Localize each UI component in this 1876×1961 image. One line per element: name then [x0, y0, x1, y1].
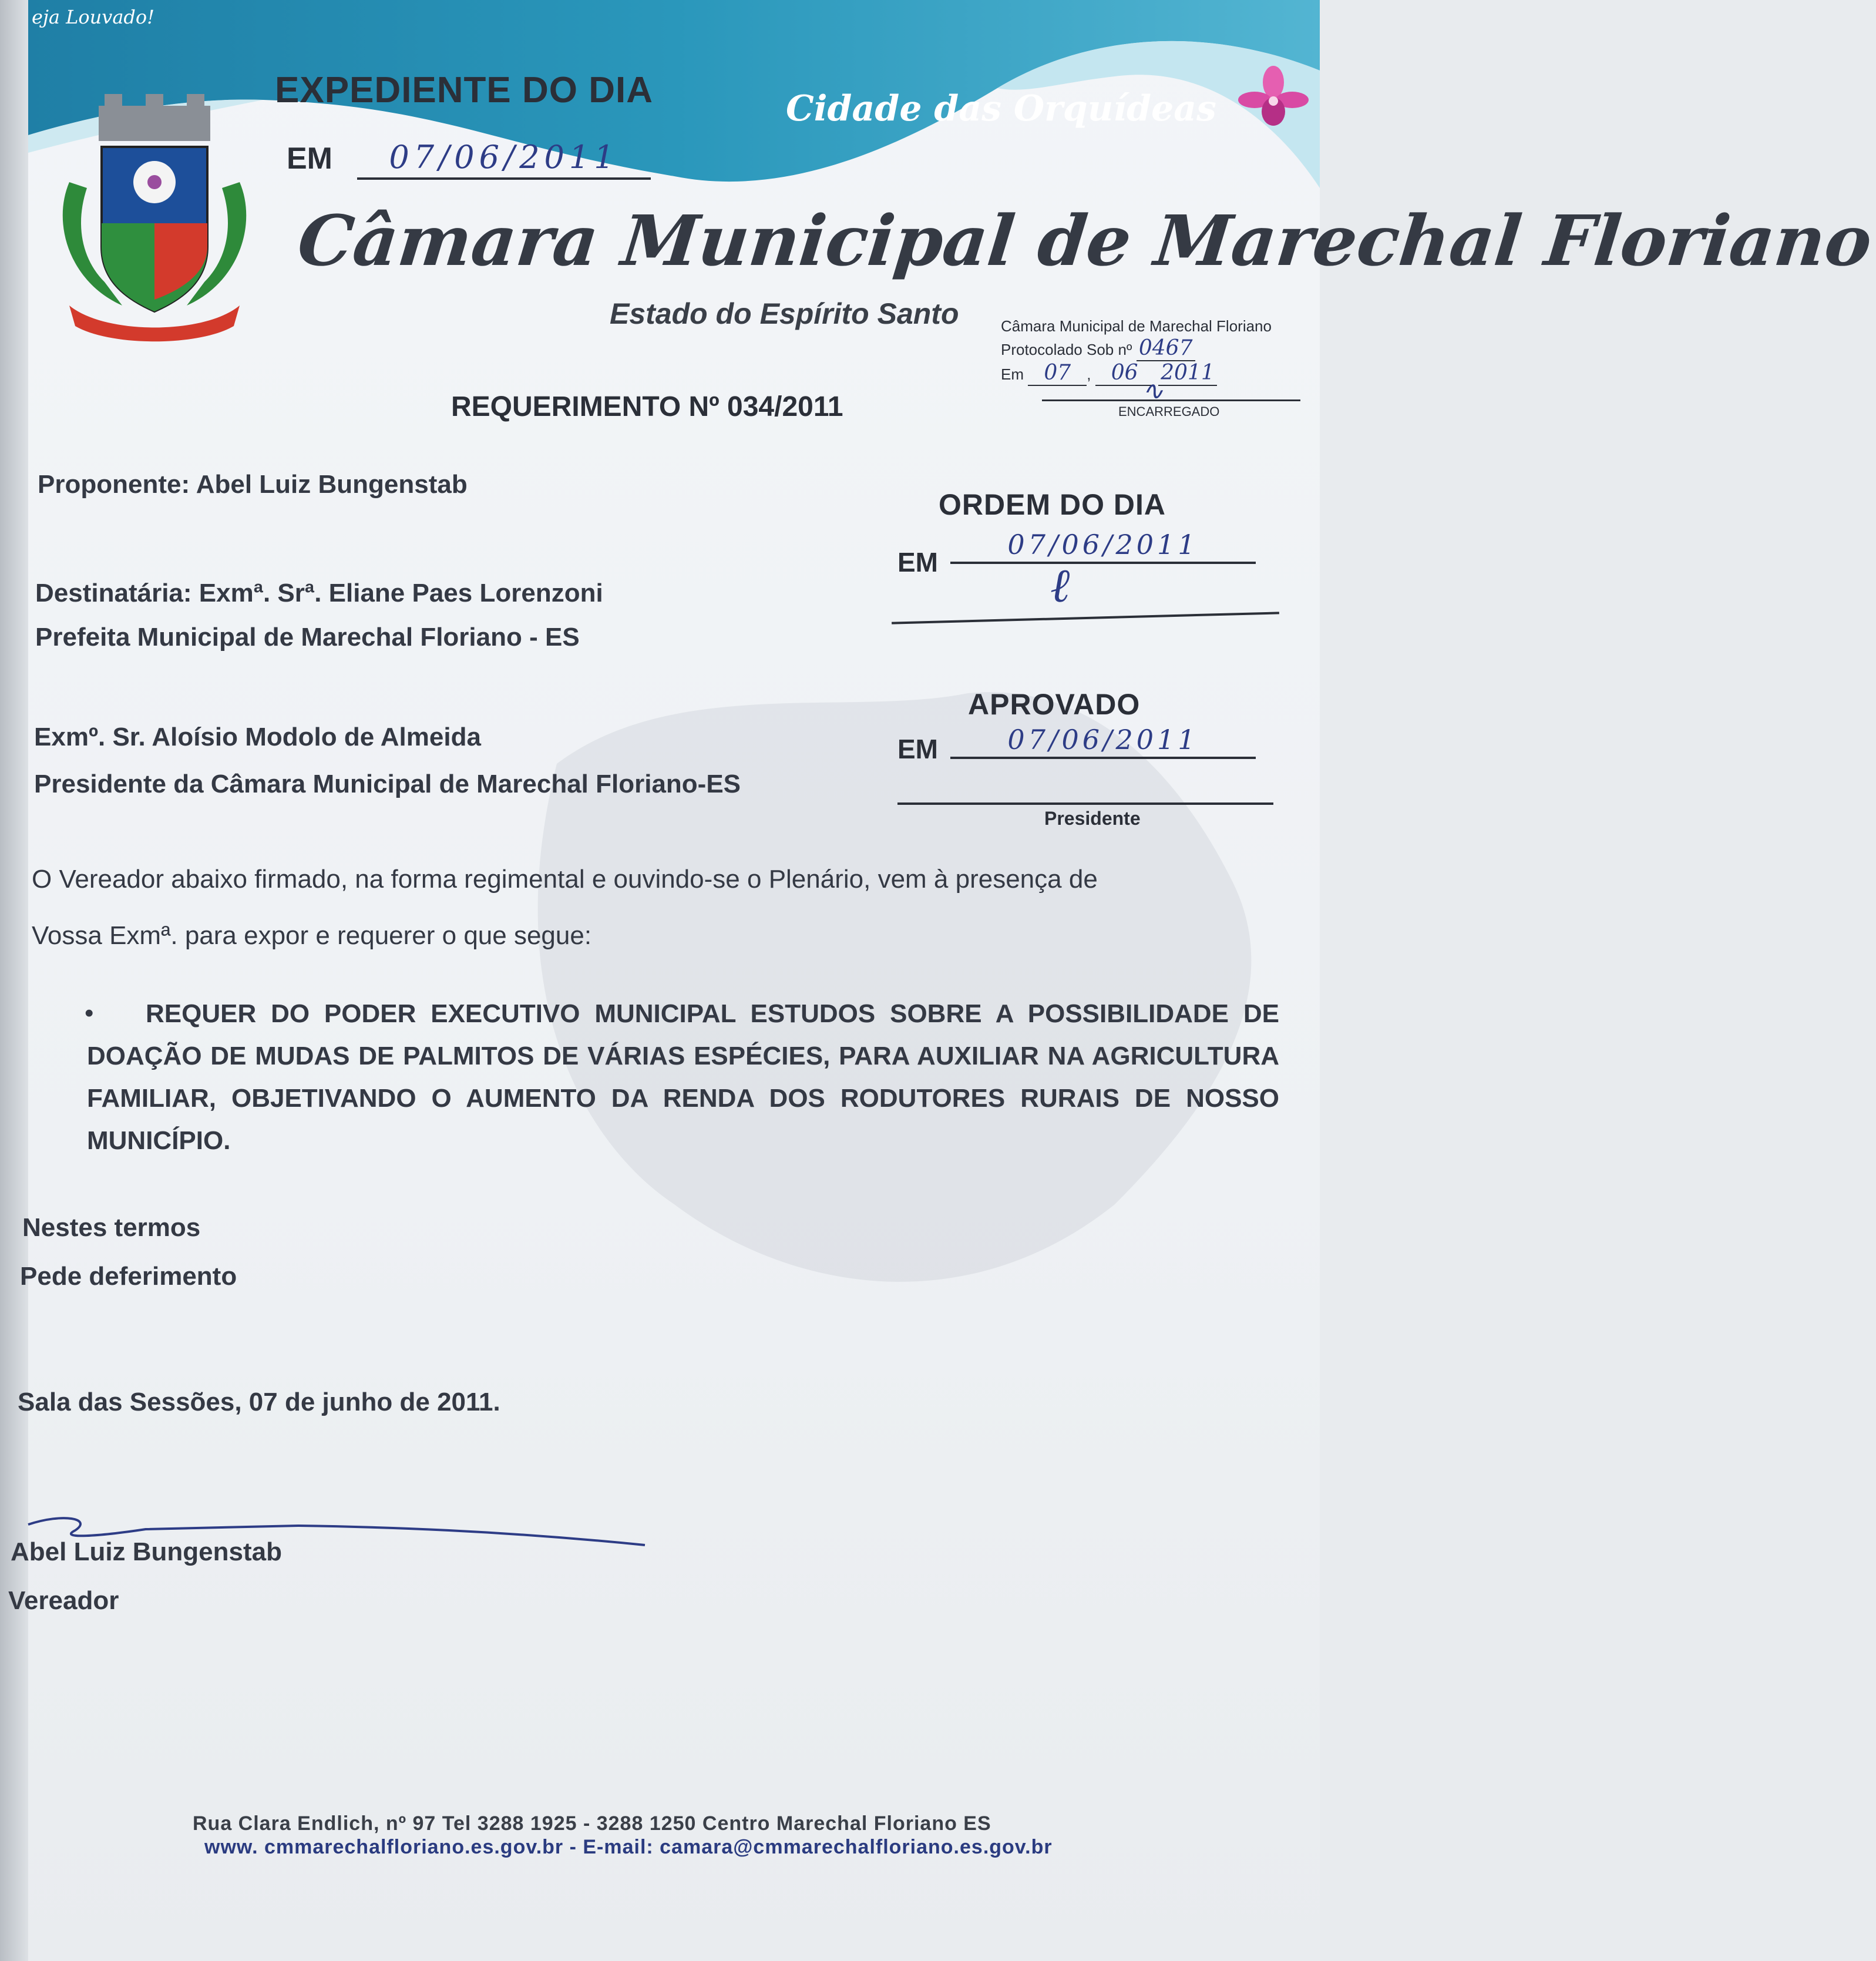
expediente-em-label: EM: [287, 142, 332, 176]
signer-name: Abel Luiz Bungenstab: [11, 1537, 282, 1566]
aprovado-role: Presidente: [1044, 808, 1141, 829]
stamp-institution: Câmara Municipal de Marechal Floriano: [1001, 317, 1272, 335]
presidente-camara-line: Presidente da Câmara Municipal de Marechal Floriano-ES: [34, 770, 741, 798]
destinataria-line: Destinatária: Exmª. Srª. Eliane Paes Lorenzoni: [35, 579, 603, 607]
footer-web: www. cmmarechalfloriano.es.gov.br - E-mail: camara@cmmarechalfloriano.es.gov.br: [204, 1836, 1053, 1858]
ordem-do-dia-date: 07/06/2011: [950, 529, 1256, 564]
stamp-protocol-number: 0467: [1137, 336, 1195, 361]
stamp-signature-line: [1042, 399, 1300, 401]
stamp-date-month: 06: [1095, 361, 1154, 386]
stamp-protocol-line: [1001, 336, 1195, 361]
document-page: [8, 0, 1876, 1961]
ordem-do-dia-em-label: EM: [897, 547, 938, 577]
ordem-do-dia-signature: ℓ: [1050, 558, 1070, 613]
stamp-signature: ∿: [1142, 376, 1164, 406]
proponente-line: Proponente: Abel Luiz Bungenstab: [38, 470, 468, 499]
stamp-em-label: Em: [1001, 365, 1024, 383]
orchid-icon: [1238, 65, 1309, 141]
exmo-line: Exmº. Sr. Aloísio Modolo de Almeida: [34, 723, 481, 751]
top-script-text: eja Louvado!: [32, 6, 154, 28]
stamp-encarregado: ENCARREGADO: [1118, 404, 1220, 419]
aprovado-title: APROVADO: [968, 688, 1141, 721]
ordem-do-dia-title: ORDEM DO DIA: [939, 488, 1166, 521]
request-text: REQUER DO PODER EXECUTIVO MUNICIPAL ESTUDOS SOBRE A POSSIBILIDADE DE DOAÇÃO DE MUDAS DE PALMITOS DE VÁRIAS ESPÉCIES, PARA AUXILIAR NA AGRICULTURA FAMILIAR, OBJETIVANDO O AUMENTO DA RENDA DOS RODUTORES RURAIS DE NOSSO MUNICÍPIO.: [87, 999, 1279, 1155]
footer-address: Rua Clara Endlich, nº 97 Tel 3288 1925 - 3288 1250 Centro Marechal Floriano ES: [193, 1812, 991, 1835]
signer-role: Vereador: [8, 1586, 119, 1615]
protocol-stamp: [1001, 317, 1306, 441]
stamp-date-day: 07: [1028, 361, 1087, 386]
intro-line-1: O Vereador abaixo firmado, na forma regimental e ouvindo-se o Plenário, vem à presença de: [32, 865, 1098, 894]
document-title: REQUERIMENTO Nº 034/2011: [451, 391, 843, 422]
institution-title: Câmara Municipal de Marechal Floriano: [294, 200, 1876, 281]
bullet-icon: •: [85, 999, 94, 1027]
expediente-date: 07/06/2011: [357, 139, 651, 180]
municipal-crest-icon: [34, 94, 275, 341]
stamp-protocol-label: Protocolado Sob nº: [1001, 341, 1132, 358]
nestes-termos: Nestes termos: [22, 1213, 201, 1242]
aprovado-em-label: EM: [897, 734, 938, 764]
aprovado-signature-line: [897, 802, 1273, 805]
band-slogan: Cidade das Orquídeas: [786, 88, 1216, 129]
state-subtitle: Estado do Espírito Santo: [610, 297, 959, 330]
stamp-date-line: Em 07 , 06 2011: [1001, 361, 1217, 386]
sala-das-sessoes: Sala das Sessões, 07 de junho de 2011.: [18, 1388, 500, 1416]
prefeita-line: Prefeita Municipal de Marechal Floriano - ES: [35, 623, 580, 652]
intro-line-2: Vossa Exmª. para expor e requerer o que segue:: [32, 921, 592, 950]
stamp-date-year: 2011: [1158, 361, 1217, 386]
aprovado-date: 07/06/2011: [950, 724, 1256, 759]
pede-deferimento: Pede deferimento: [20, 1262, 237, 1291]
expediente-title: EXPEDIENTE DO DIA: [275, 70, 653, 110]
ordem-do-dia-signature-line: [892, 612, 1279, 624]
page-edge: [0, 0, 28, 1961]
